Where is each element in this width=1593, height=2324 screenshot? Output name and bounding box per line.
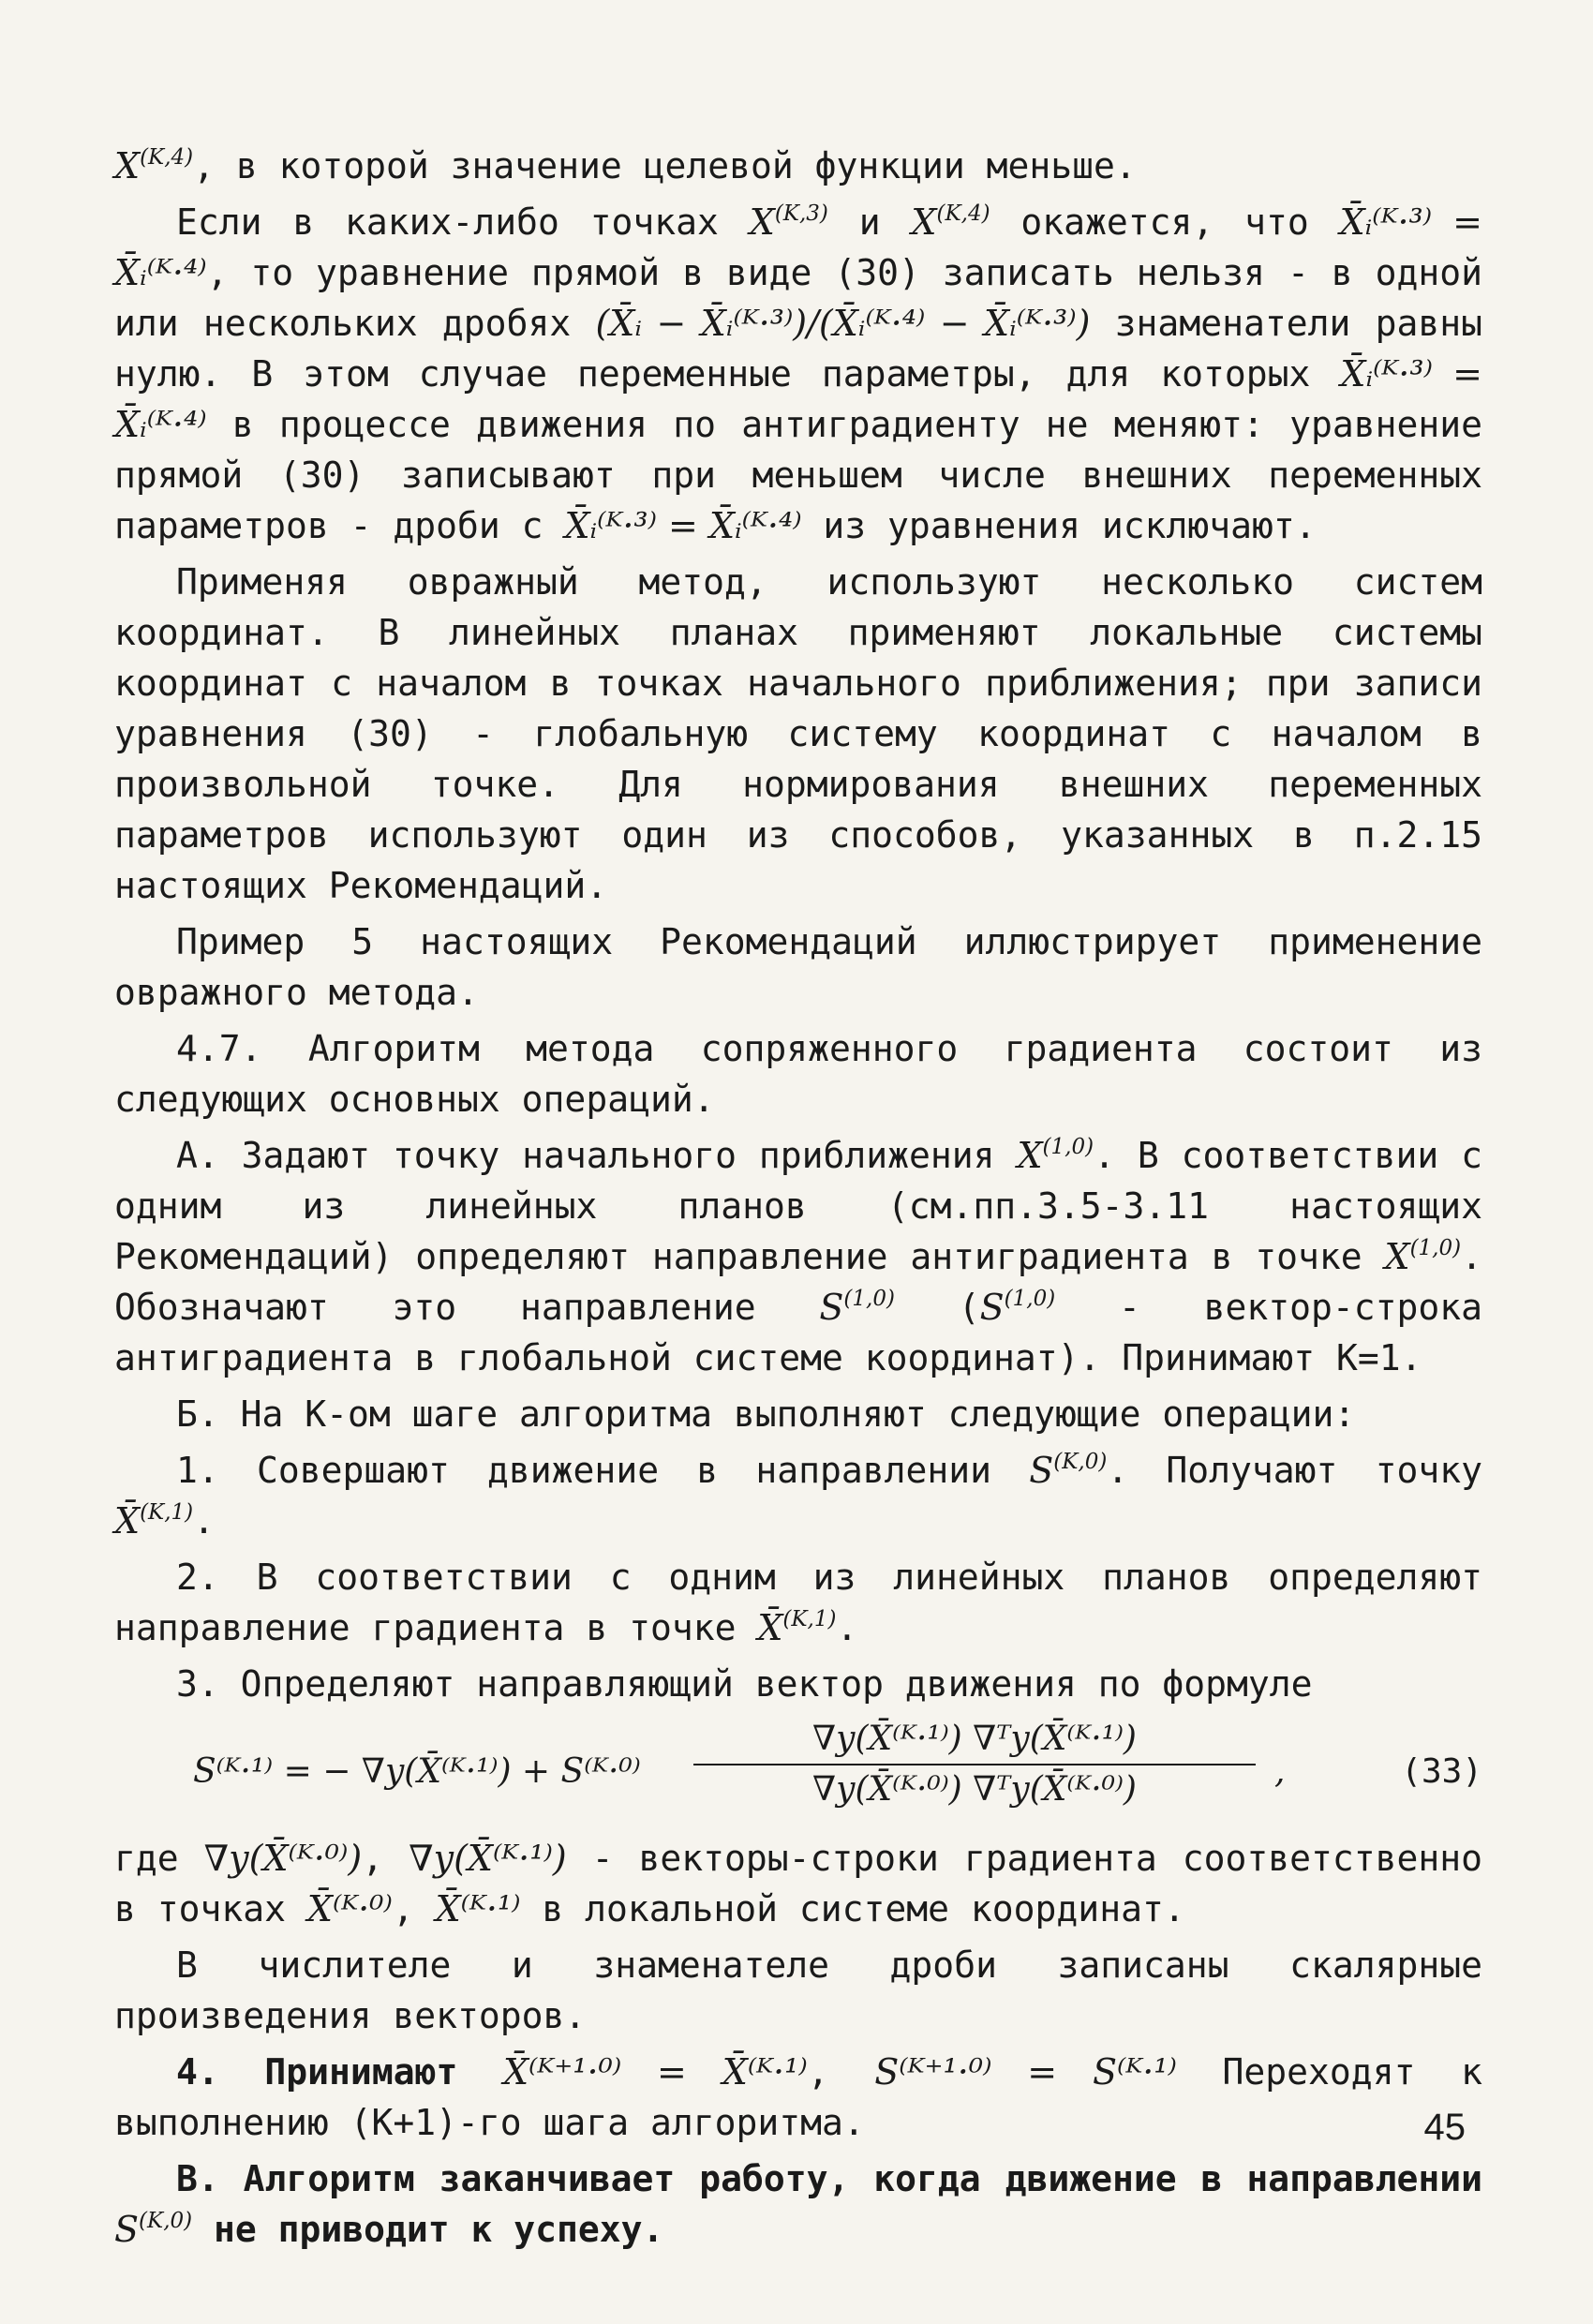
formula-numerator: ∇y(X̄⁽ᴷ·¹⁾) ∇ᵀy(X̄⁽ᴷ·¹⁾) bbox=[812, 1720, 1137, 1758]
text: , bbox=[807, 2051, 875, 2093]
point-term: X̄⁽ᴷ·⁰⁾ bbox=[306, 1888, 393, 1929]
inline-equation: X̄ᵢ⁽ᴷ·³⁾ = X̄ᵢ⁽ᴷ·⁴⁾ bbox=[114, 201, 1482, 293]
text: . В соответствии с одним из линейных планов (см.пп.3.5-3.11 настоящих Рекомендаций) определяют направление антиградиента в точке bbox=[114, 1135, 1482, 1277]
var-x: X̄ bbox=[114, 1500, 141, 1542]
text: где bbox=[114, 1838, 204, 1879]
superscript: (K,4) bbox=[936, 201, 990, 226]
paragraph-1 bbox=[114, 141, 1482, 191]
text: окажется, что bbox=[990, 201, 1340, 243]
var-s: S bbox=[819, 1287, 844, 1328]
document-page bbox=[114, 141, 1482, 2260]
text: В. Алгоритм заканчивает работу, когда движение в направлении bbox=[176, 2158, 1482, 2199]
inline-fraction: (X̄ᵢ − X̄ᵢ⁽ᴷ·³⁾)/(X̄ᵢ⁽ᴷ·⁴⁾ − X̄ᵢ⁽ᴷ·³⁾) bbox=[595, 303, 1091, 344]
text: ( bbox=[894, 1287, 980, 1328]
var-x: X bbox=[1384, 1236, 1410, 1277]
var-s: S bbox=[1029, 1450, 1054, 1491]
text: А. Задают точку начального приближения bbox=[176, 1135, 1018, 1176]
superscript: (K,3) bbox=[774, 201, 828, 226]
formula-denominator: ∇y(X̄⁽ᴷ·⁰⁾) ∇ᵀy(X̄⁽ᴷ·⁰⁾) bbox=[812, 1770, 1137, 1809]
text: Если в каких-либо точках bbox=[176, 201, 750, 243]
text: , bbox=[362, 1838, 409, 1879]
step-v bbox=[114, 2153, 1482, 2255]
formula-lhs: S⁽ᴷ·¹⁾ = − ∇y(X̄⁽ᴷ·¹⁾) + S⁽ᴷ·⁰⁾ bbox=[193, 1752, 641, 1791]
var-x: X bbox=[749, 201, 775, 243]
text: , то уравнение прямой в виде (30) записать нельзя - в одной или нескольких дробях bbox=[114, 252, 1482, 344]
step-a bbox=[114, 1130, 1482, 1383]
paragraph-4: Пример 5 настоящих Рекомендаций иллюстрирует применение овражного метода. bbox=[114, 921, 1482, 1013]
paragraph-where bbox=[114, 1833, 1482, 1934]
var-s: S bbox=[979, 1287, 1005, 1328]
gradient-term: ∇y(X̄⁽ᴷ·¹⁾) bbox=[409, 1838, 567, 1879]
text: - вектор-строка антиградиента в глобальной системе координат). Принимают К=1. bbox=[114, 1287, 1483, 1378]
step-b: Б. На К-ом шаге алгоритма выполняют следующие операции: bbox=[176, 1393, 1356, 1435]
superscript: (1,0) bbox=[843, 1287, 895, 1311]
section-4-7-heading: 4.7. Алгоритм метода сопряженного градиента состоит из следующих основных операций. bbox=[114, 1028, 1482, 1120]
superscript: (1,0) bbox=[1409, 1236, 1462, 1260]
var-x: X bbox=[114, 145, 141, 186]
gradient-term: ∇y(X̄⁽ᴷ·⁰⁾) bbox=[203, 1838, 363, 1879]
superscript: (1,0) bbox=[1042, 1135, 1094, 1159]
step-b-3: 3. Определяют направляющий вектор движения по формуле bbox=[176, 1663, 1313, 1705]
text: . bbox=[193, 1500, 216, 1542]
inline-equation: X̄ᵢ⁽ᴷ·³⁾ = X̄ᵢ⁽ᴷ·⁴⁾ bbox=[114, 353, 1482, 445]
var-x: X bbox=[1017, 1135, 1043, 1176]
text: . Обозначают это направление bbox=[114, 1236, 1482, 1328]
superscript: (1,0) bbox=[1004, 1287, 1056, 1311]
inline-equation: X̄ᵢ⁽ᴷ·³⁾ = X̄ᵢ⁽ᴷ·⁴⁾ bbox=[564, 505, 802, 546]
text: - векторы-строки градиента соответственно в точках bbox=[114, 1838, 1483, 1929]
text: 1. Совершают движение в направлении bbox=[176, 1450, 1030, 1491]
formula-33 bbox=[114, 1715, 1482, 1827]
text: из уравнения исключают. bbox=[801, 505, 1317, 546]
inline-equation: X̄⁽ᴷ⁺¹·⁰⁾ = X̄⁽ᴷ·¹⁾ bbox=[503, 2051, 808, 2093]
text: и bbox=[827, 201, 912, 243]
superscript: (K,0) bbox=[139, 2209, 193, 2233]
text: , в которой значение целевой функции меньше. bbox=[193, 145, 1137, 186]
text: 4. Принимают bbox=[176, 2051, 503, 2093]
var-x: X bbox=[911, 201, 937, 243]
paragraph-2 bbox=[114, 197, 1482, 551]
equation-number: (33) bbox=[1401, 1752, 1482, 1791]
superscript: (K,4) bbox=[140, 145, 194, 170]
formula-fraction bbox=[693, 1715, 1256, 1814]
text: знаменатели равны нулю. В этом случае переменные параметры, для которых bbox=[114, 303, 1482, 395]
text: . Получают точку bbox=[1107, 1450, 1483, 1491]
point-term: X̄⁽ᴷ·¹⁾ bbox=[435, 1888, 521, 1929]
text: 2. В соответствии с одним из линейных планов определяют направление градиента в точке bbox=[114, 1557, 1482, 1648]
var-x: X̄ bbox=[757, 1607, 783, 1648]
superscript: (K,1) bbox=[140, 1500, 194, 1525]
text: , bbox=[392, 1888, 436, 1929]
superscript: (K,0) bbox=[1053, 1450, 1108, 1474]
text: . bbox=[836, 1607, 858, 1648]
text: не приводит к успеху. bbox=[192, 2209, 664, 2250]
inline-equation: S⁽ᴷ⁺¹·⁰⁾ = S⁽ᴷ·¹⁾ bbox=[874, 2051, 1177, 2093]
var-s: S bbox=[114, 2209, 140, 2250]
text: Переходят к выполнению (К+1)-го шага алгоритма. bbox=[114, 2051, 1482, 2143]
paragraph-scalar: В числителе и знаменателе дроби записаны скалярные произведения векторов. bbox=[114, 1944, 1482, 2036]
step-b-2 bbox=[114, 1552, 1482, 1653]
paragraph-3: Применяя овражный метод, используют несколько систем координат. В линейных планах применяют локальные системы координат с началом в точках начального приближения; при записи уравнения (30) - глобальную систему координат с началом в произвольной точке. Для нормирования внешних переменных параметров используют один из способов, указанных в п.2.15 настоящих Рекомендаций. bbox=[114, 561, 1482, 906]
page-number: 45 bbox=[1423, 2107, 1466, 2148]
superscript: (K,1) bbox=[782, 1607, 837, 1631]
text: в процессе движения по антиградиенту не меняют: уравнение прямой (30) записывают при меньшем числе внешних переменных параметров - дроби с bbox=[114, 404, 1482, 546]
formula-comma: , bbox=[1274, 1752, 1286, 1791]
step-b-4 bbox=[114, 2047, 1482, 2148]
text: в локальной системе координат. bbox=[520, 1888, 1185, 1929]
step-b-1 bbox=[114, 1445, 1482, 1546]
